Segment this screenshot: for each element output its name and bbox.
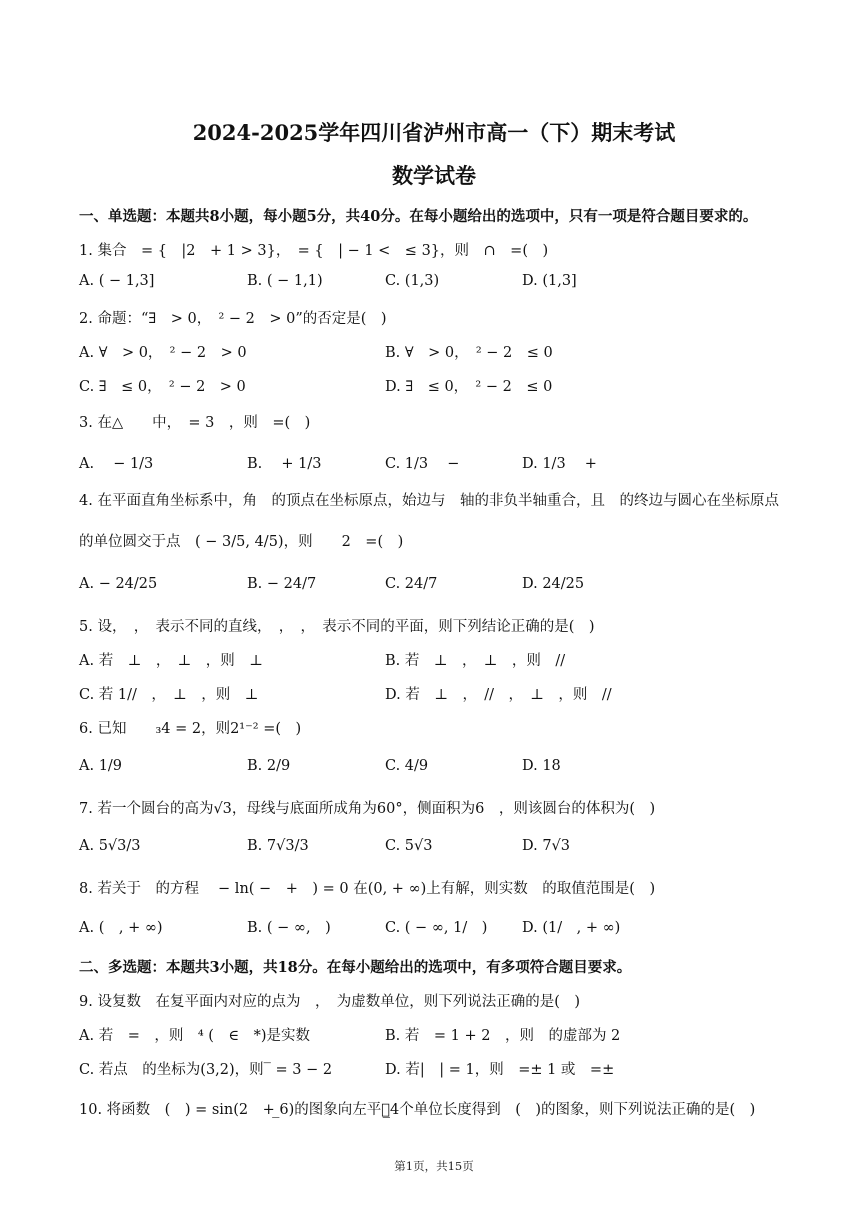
q4-option-a: A. − 24/25 [79, 576, 158, 592]
q2-option-d: D. ∃ ≤ 0， ² − 2 ≤ 0 [385, 379, 553, 395]
question-1-stem: 1. 集合 = { |2 + 1 > 3}， = { | − 1 < ≤ 3}，则 ∩ =( ) [79, 243, 549, 259]
question-9-stem: 9. 设复数 在复平面内对应的点为 ， 为虚数单位，则下列说法正确的是( ) [79, 994, 581, 1010]
page-footer: 第1页，共15页 [394, 1159, 474, 1173]
q1-option-c: C. (1,3) [385, 273, 440, 289]
q3-option-a: A. − 1/3 [79, 456, 154, 472]
q5-option-b: B. 若 ⊥ ， ⊥ ，则 // [385, 653, 566, 669]
q6-option-a: A. 1/9 [79, 758, 123, 774]
q7-option-c: C. 5√3 [385, 838, 433, 854]
q3-option-c: C. 1/3 − [385, 456, 460, 472]
exam-title: 2024-2025学年四川省泸州市高一（下）期末考试 [192, 120, 676, 145]
q9-option-d: D. 若| | = 1，则 =± 1 或 =± [385, 1062, 615, 1078]
question-5-stem: 5. 设， ， 表示不同的直线， ， ， 表示不同的平面，则下列结论正确的是( ) [79, 619, 595, 635]
q7-option-a: A. 5√3/3 [79, 838, 141, 854]
q4-option-c: C. 24/7 [385, 576, 438, 592]
question-3-stem: 3. 在△ 中， = 3 ，则 =( ) [79, 415, 311, 431]
q2-option-a: A. ∀ > 0， ² − 2 > 0 [79, 345, 247, 361]
question-4-stem-line1: 4. 在平面直角坐标系中，角 的顶点在坐标原点，始边与 轴的非负半轴重合，且 的终边与圆心在坐标原点 [79, 493, 779, 509]
q4-option-b: B. − 24/7 [247, 576, 317, 592]
question-4-stem-line2: 的单位圆交于点 ( − 3/5, 4/5)，则 2 =( ) [79, 534, 404, 550]
q8-option-b: B. ( − ∞, ) [247, 920, 331, 936]
exam-subtitle: 数学试卷 [392, 163, 476, 188]
q9-option-a: A. 若 = ，则 ⁴ ( ∈ *)是实数 [79, 1028, 311, 1044]
q3-option-d: D. 1/3 + [522, 456, 597, 472]
question-6-stem: 6. 已知 ₃4 = 2，则2¹⁻² =( ) [79, 721, 302, 737]
q6-option-d: D. 18 [522, 758, 561, 774]
q9-option-b: B. 若 = 1 + 2 ，则 的虚部为 2 [385, 1028, 621, 1044]
question-7-stem: 7. 若一个圆台的高为√3，母线与底面所成角为60°，侧面积为6 ，则该圆台的体积为( ) [79, 801, 656, 817]
section-2-heading: 二、多选题：本题共3小题，共18分。在每小题给出的选项中，有多项符合题目要求。 [79, 959, 632, 976]
q8-option-c: C. ( − ∞, 1/ ) [385, 920, 488, 936]
q2-option-c: C. ∃ ≤ 0， ² − 2 > 0 [79, 379, 246, 395]
question-8-stem: 8. 若关于 的方程 − ln( − + ) = 0 在(0, + ∞)上有解，则实数 的取值范围是( ) [79, 881, 656, 897]
q5-option-d: D. 若 ⊥ ， // ， ⊥ ，则 // [385, 687, 612, 703]
section-1-heading: 一、单选题：本题共8小题，每小题5分，共40分。在每小题给出的选项中，只有一项是符合题目要求的。 [79, 208, 758, 225]
q6-option-b: B. 2/9 [247, 758, 291, 774]
q6-option-c: C. 4/9 [385, 758, 429, 774]
question-2-stem: 2. 命题：“∃ > 0， ² − 2 > 0”的否定是( ) [79, 311, 387, 327]
q4-option-d: D. 24/25 [522, 576, 585, 592]
q8-option-a: A. ( , + ∞) [79, 920, 163, 936]
q7-option-b: B. 7√3/3 [247, 838, 309, 854]
q3-option-b: B. + 1/3 [247, 456, 322, 472]
q1-option-b: B. ( − 1,1) [247, 273, 323, 289]
q8-option-d: D. (1/ , + ∞) [522, 920, 621, 936]
q7-option-d: D. 7√3 [522, 838, 571, 854]
q5-option-a: A. 若 ⊥ ， ⊥ ，则 ⊥ [79, 653, 263, 669]
q5-option-c: C. 若 1// ， ⊥ ，则 ⊥ [79, 687, 259, 703]
question-10-stem: 10. 将函数 ( ) = sin(2 + ̲6)的图象向左平移̲4个单位长度得到 ( )的图象，则下列说法正确的是( ) [79, 1102, 756, 1118]
q9-option-c: C. 若点 的坐标为(3,2)，则‾ = 3 − 2 [79, 1062, 333, 1078]
q1-option-a: A. ( − 1,3] [79, 273, 155, 289]
q2-option-b: B. ∀ > 0， ² − 2 ≤ 0 [385, 345, 553, 361]
q1-option-d: D. (1,3] [522, 273, 577, 289]
